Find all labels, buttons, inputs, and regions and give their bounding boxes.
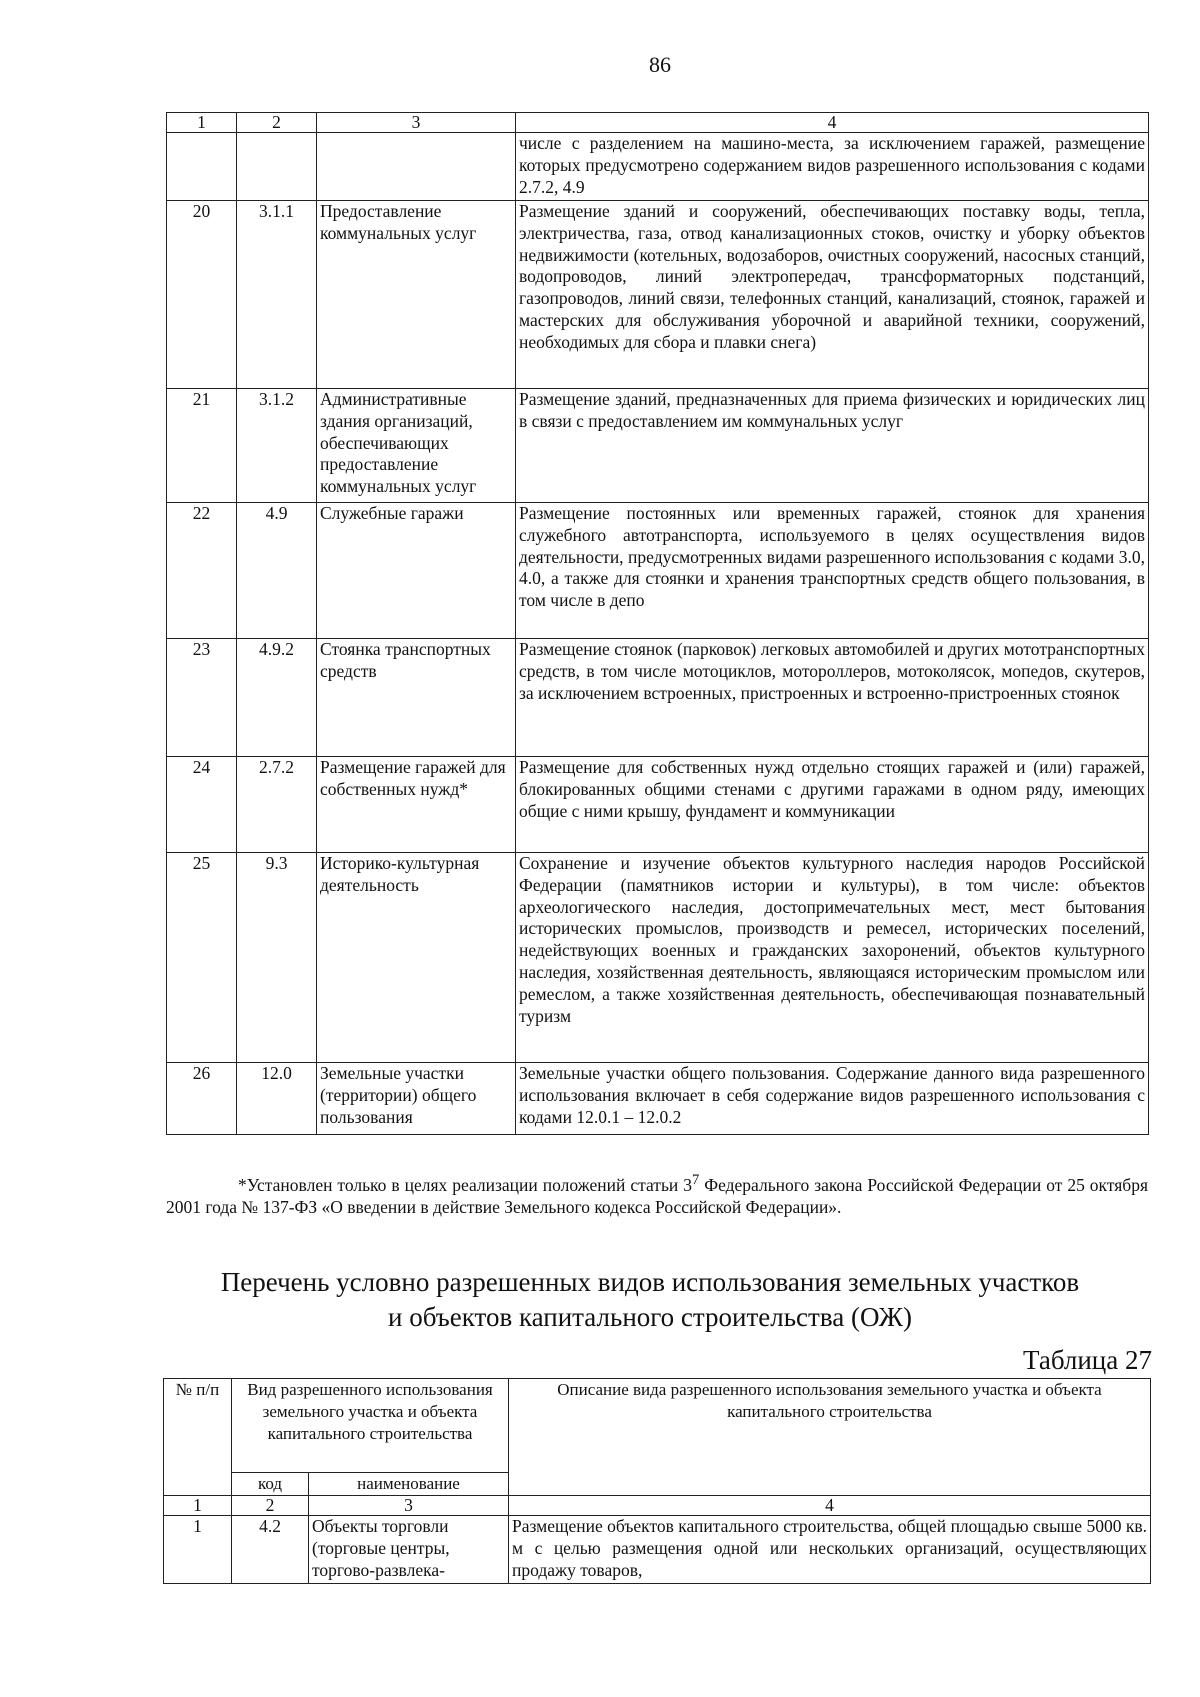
col-number-1: 1 [164, 1496, 232, 1516]
row-description: Размещение постоянных или временных гаражей, стоянок для хранения служебного автотранспорта, используемого в целях осуществления видов деятельности, предусмотренных видами разрешенного использования с кодами 3.0, 4.0, а также для стоянки и хранения транспортных средств общего пользования, в том числе в депо [516, 503, 1149, 639]
row-number: 25 [167, 853, 237, 1063]
row-number: 26 [167, 1063, 237, 1135]
row-description: Размещение для собственных нужд отдельно стоящих гаражей и (или) гаражей, блокированных общими стенами с другими гаражами в одном ряду, имеющих общие с ними крышу, фундамент и коммуникации [516, 757, 1149, 853]
table-header-row [167, 113, 1149, 133]
section-heading [150, 1265, 1150, 1335]
table-caption: Таблица 27 [1023, 1345, 1152, 1375]
row-number: 22 [167, 503, 237, 639]
header-code: код [232, 1473, 309, 1496]
row-description: Сохранение и изучение объектов культурного наследия народов Российской Федерации (памятников истории и культуры), в том числе: объектов археологического наследия, достопримечательных мест, мест бытования исторических промыслов, производств и ремесел, исторических поселений, недействующих военных и гражданских захоронений, объектов культурного наследия, хозяйственная деятельность, являющаяся историческим промыслом или ремеслом, а также хозяйственная деятельность, обеспечивающая познавательный туризм [516, 853, 1149, 1063]
row-description: Размещение зданий и сооружений, обеспечивающих поставку воды, тепла, электричества, газа, отвод канализационных стоков, очистку и уборку объектов недвижимости (котельных, водозаборов, очистных сооружений, насосных станций, водопроводов, линий электропередач, трансформаторных подстанций, газопроводов, линий связи, телефонных станций, канализаций, стоянок, гаражей и мастерских для обслуживания уборочной и аварийной техники, сооружений, необходимых для сбора и плавки снега) [516, 201, 1149, 389]
table-row [167, 201, 1149, 389]
row-description: числе с разделением на машино-места, за исключением гаражей, размещение которых предусмотрено содержанием видов разрешенного использования с кодами 2.7.2, 4.9 [516, 133, 1149, 201]
col-number-1: 1 [167, 113, 237, 133]
col-number-2: 2 [237, 113, 317, 133]
col-number-3: 3 [317, 113, 516, 133]
table-row [167, 639, 1149, 757]
col-number-3: 3 [309, 1496, 509, 1516]
footnote [166, 1170, 1148, 1218]
row-code: 4.9 [237, 503, 317, 639]
table-row [164, 1516, 1151, 1584]
footnote-text-start: *Установлен только в целях реализации положений статьи 3 [238, 1174, 692, 1195]
row-number: 24 [167, 757, 237, 853]
row-number: 21 [167, 389, 237, 503]
heading-line-2: и объектов капитального строительства (ОЖ) [388, 1302, 912, 1332]
row-name: Объекты торговли (торговые центры, торгово-развлека- [309, 1516, 509, 1584]
row-name: Служебные гаражи [317, 503, 516, 639]
row-name: Административные здания организаций, обеспечивающих предоставление коммунальных услуг [317, 389, 516, 503]
row-description: Размещение зданий, предназначенных для приема физических и юридических лиц в связи с предоставлением им коммунальных услуг [516, 389, 1149, 503]
row-number [167, 133, 237, 201]
row-code: 4.2 [232, 1516, 309, 1584]
row-name: Земельные участки (территории) общего пользования [317, 1063, 516, 1135]
row-name: Размещение гаражей для собственных нужд* [317, 757, 516, 853]
row-description: Размещение объектов капитального строительства, общей площадью свыше 5000 кв. м с целью размещения одной или нескольких организаций, осуществляющих продажу товаров, [509, 1516, 1151, 1584]
table-row [167, 757, 1149, 853]
row-code: 9.3 [237, 853, 317, 1063]
row-name [317, 133, 516, 201]
table-row [167, 133, 1149, 201]
footnote-superscript: 7 [692, 1172, 700, 1188]
row-number: 1 [164, 1516, 232, 1584]
table-row [167, 389, 1149, 503]
header-number: № п/п [164, 1379, 232, 1496]
table-row [167, 503, 1149, 639]
row-code [237, 133, 317, 201]
heading-line-1: Перечень условно разрешенных видов использования земельных участков [220, 1267, 1080, 1297]
row-code: 2.7.2 [237, 757, 317, 853]
column-numbers-row [164, 1496, 1151, 1516]
land-use-table-continued [166, 112, 1149, 1135]
header-description: Описание вида разрешенного использования земельного участка и объекта капитального строительства [509, 1379, 1151, 1496]
row-name: Стоянка транспортных средств [317, 639, 516, 757]
page-number: 86 [649, 52, 671, 77]
col-number-4: 4 [516, 113, 1149, 133]
row-number: 23 [167, 639, 237, 757]
table-header-row [164, 1379, 1151, 1473]
table-row [167, 1063, 1149, 1135]
row-code: 3.1.1 [237, 201, 317, 389]
row-description: Размещение стоянок (парковок) легковых автомобилей и других мототранспортных средств, в том числе мотоциклов, мотороллеров, мотоколясок, мопедов, скутеров, за исключением встроенных, пристроенных и встроенно-пристроенных стоянок [516, 639, 1149, 757]
header-name: наименование [309, 1473, 509, 1496]
row-code: 4.9.2 [237, 639, 317, 757]
col-number-4: 4 [509, 1496, 1151, 1516]
row-name: Предоставление коммунальных услуг [317, 201, 516, 389]
row-code: 12.0 [237, 1063, 317, 1135]
conditional-use-table [163, 1378, 1151, 1584]
row-description: Земельные участки общего пользования. Содержание данного вида разрешенного использования включает в себя содержание видов разрешенного использования с кодами 12.0.1 – 12.0.2 [516, 1063, 1149, 1135]
header-use-kind: Вид разрешенного использования земельного участка и объекта капитального строительства [232, 1379, 509, 1473]
col-number-2: 2 [232, 1496, 309, 1516]
footnote-text-end: Федерального закона Российской Федерации от 25 октября 2001 года № 137-ФЗ «О введении в действие Земельного кодекса Российской Федерации». [166, 1174, 1148, 1217]
row-name: Историко-культурная деятельность [317, 853, 516, 1063]
row-number: 20 [167, 201, 237, 389]
table-row [167, 853, 1149, 1063]
row-code: 3.1.2 [237, 389, 317, 503]
